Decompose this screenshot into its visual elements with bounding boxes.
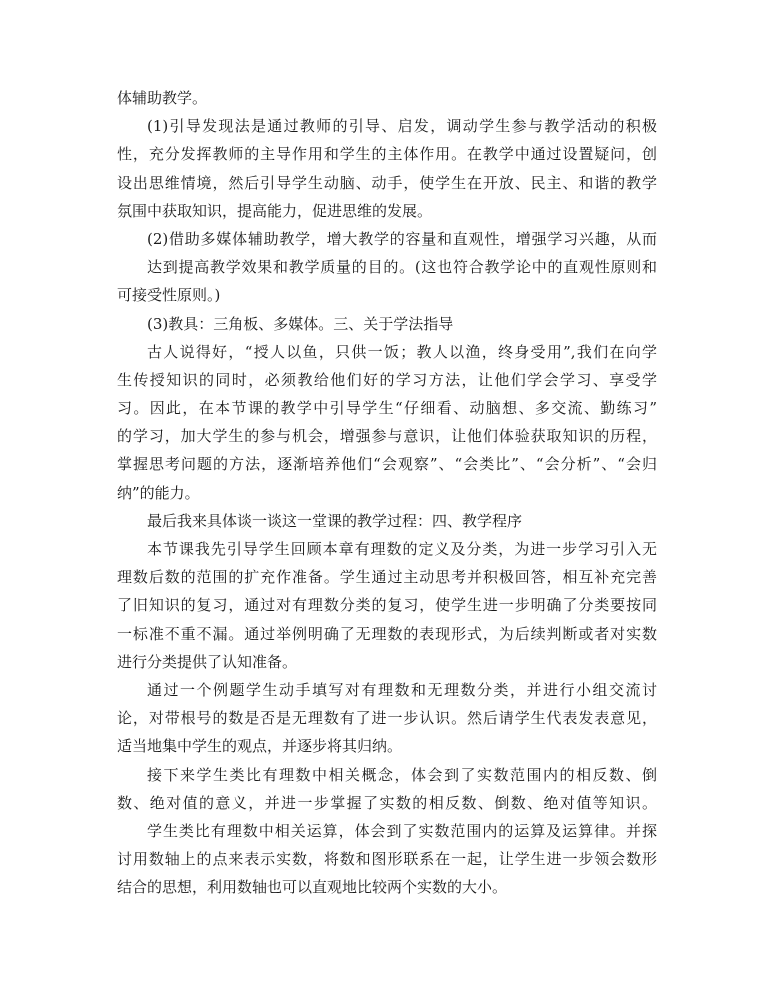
text-line: 的学习，加大学生的参与机会，增强参与意识，让他们体验获取知识的历程， — [117, 427, 657, 446]
text-line: 掌握思考问题的方法，逐渐培养他们“会观察”、“会类比”、“会分析”、“会归 — [117, 455, 657, 474]
text-line: 讨用数轴上的点来表示实数，将数和图形联系在一起，让学生进一步领会数形 — [117, 850, 657, 869]
text-line: 通过一个例题学生动手填写对有理数和无理数分类，并进行小组交流讨 — [147, 680, 657, 699]
text-line: 生传授知识的同时，必须教给他们好的学习方法，让他们学会学习、享受学 — [117, 370, 657, 389]
text-line: 一标准不重不漏。通过举例明确了无理数的表现形式，为后续判断或者对实数 — [117, 624, 657, 643]
text-line: 体辅助教学。 — [117, 89, 208, 107]
text-line: 论，对带根号的数是否是无理数有了进一步认识。然后请学生代表发表意见， — [117, 709, 657, 728]
text-line: (3)教具：三角板、多媒体。三、关于学法指导 — [147, 314, 454, 333]
text-line: 结合的思想，利用数轴也可以直观地比较两个实数的大小。 — [117, 878, 508, 897]
text-line: 性，充分发挥教师的主导作用和学生的主体作用。在教学中通过设置疑问，创 — [117, 145, 657, 164]
text-line: 进行分类提供了认知准备。 — [117, 652, 298, 671]
text-line: 理数后数的范围的扩充作准备。学生通过主动思考并积极回答，相互补充完善 — [117, 568, 657, 587]
text-line: (2)借助多媒体辅助教学，增大教学的容量和直观性，增强学习兴趣，从而 — [147, 229, 657, 248]
text-line: 习。因此，在本节课的教学中引导学生“仔细看、动脑想、多交流、勤练习” — [117, 399, 657, 418]
text-line: 了旧知识的复习，通过对有理数分类的复习，使学生进一步明确了分类要按同 — [117, 596, 657, 615]
text-line: 适当地集中学生的观点，并逐步将其归纳。 — [117, 737, 403, 756]
text-line: 达到提高教学效果和教学质量的目的。(这也符合教学论中的直观性原则和 — [147, 258, 657, 277]
document-body — [117, 84, 657, 901]
text-line: 可接受性原则。) — [117, 286, 221, 305]
text-line: 最后我来具体谈一谈这一堂课的教学过程：四、教学程序 — [147, 511, 523, 530]
text-line: 设出思维情境，然后引导学生动脑、动手，使学生在开放、民主、和谐的教学 — [117, 173, 657, 192]
text-line: 古人说得好，“授人以鱼，只供一饭；教人以渔，终身受用”,我们在向学 — [147, 342, 657, 361]
text-line: 纳”的能力。 — [117, 483, 200, 502]
text-line: 数、绝对值的意义，并进一步掌握了实数的相反数、倒数、绝对值等知识。 — [117, 793, 657, 812]
text-line: 氛围中获取知识，提高能力，促进思维的发展。 — [117, 201, 433, 220]
text-line: 本节课我先引导学生回顾本章有理数的定义及分类，为进一步学习引入无 — [147, 540, 657, 558]
text-line: (1)引导发现法是通过教师的引导、启发，调动学生参与教学活动的积极 — [147, 117, 657, 136]
text-line: 学生类比有理数中相关运算，体会到了实数范围内的运算及运算律。并探 — [147, 821, 657, 840]
text-line: 接下来学生类比有理数中相关概念，体会到了实数范围内的相反数、倒 — [147, 765, 657, 784]
